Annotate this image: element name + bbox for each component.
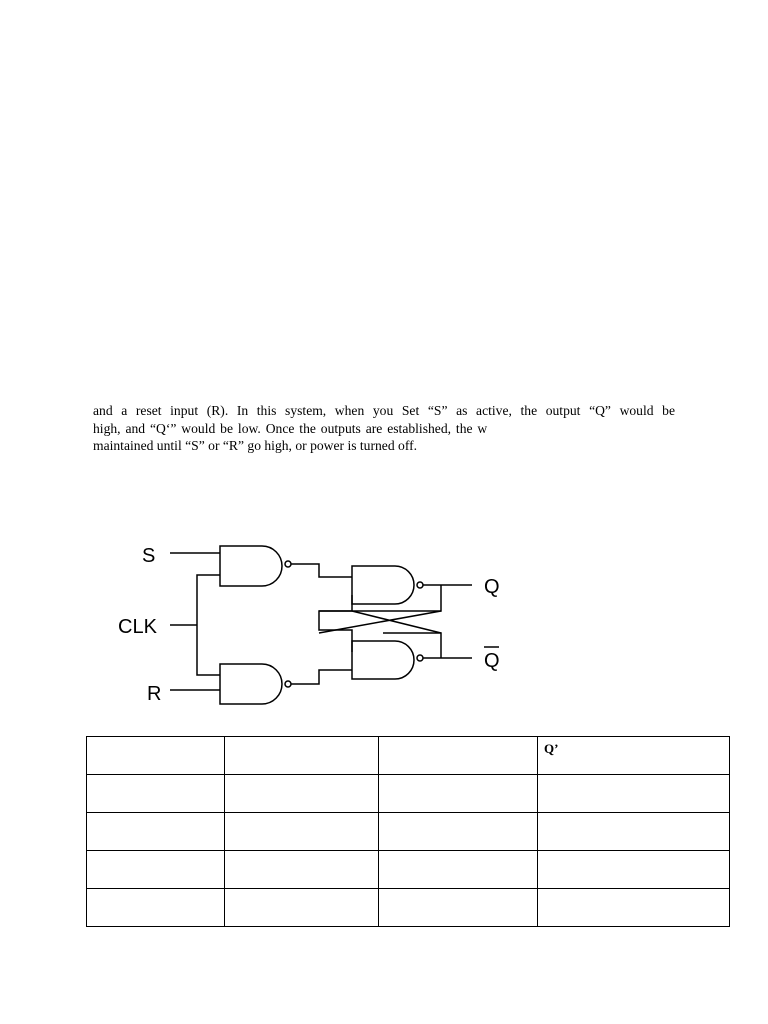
- table-row: [87, 737, 730, 775]
- table-cell: [225, 737, 379, 775]
- table-cell: [87, 889, 225, 927]
- inversion-bubble-3: [417, 582, 423, 588]
- table-row: [87, 889, 730, 927]
- table-cell: [538, 775, 730, 813]
- table-cell: [87, 737, 225, 775]
- table-cell: [225, 813, 379, 851]
- label-q: Q: [484, 576, 500, 598]
- truth-table: [86, 736, 730, 927]
- table-cell: [538, 813, 730, 851]
- table-cell: [379, 889, 538, 927]
- table-cell: [225, 889, 379, 927]
- inversion-bubble-4: [417, 655, 423, 661]
- table-cell: [87, 775, 225, 813]
- wire-clk-trunk: [197, 575, 220, 675]
- nand-gate-4: [352, 641, 414, 679]
- table-row: [87, 851, 730, 889]
- inversion-bubble-2: [285, 681, 291, 687]
- table-cell: [379, 813, 538, 851]
- table-row: [87, 813, 730, 851]
- nand-gate-1: [220, 546, 282, 586]
- label-clk: CLK: [118, 616, 157, 638]
- wire-g2-g4: [291, 670, 352, 684]
- table-cell: [538, 737, 730, 775]
- label-s: S: [142, 545, 156, 567]
- table-cell: [87, 851, 225, 889]
- paragraph-line-2-text: high, and “Q‘” would be low. Once the outputs are established, the w: [93, 420, 488, 436]
- table-row: [87, 775, 730, 813]
- table-cell: [87, 813, 225, 851]
- description-paragraph: [93, 402, 675, 455]
- table-cell: [225, 775, 379, 813]
- table-cell: [379, 775, 538, 813]
- table-cell: [379, 737, 538, 775]
- table-cell: [538, 851, 730, 889]
- nand-gate-2: [220, 664, 282, 704]
- wire-qbar-feedback: [383, 633, 441, 658]
- wire-cross-b: [319, 611, 441, 633]
- table-cell: [379, 851, 538, 889]
- paragraph-line-2: [93, 420, 675, 438]
- label-qbar: Q: [484, 650, 500, 672]
- sr-flip-flop-diagram: [110, 535, 510, 715]
- paragraph-line-3: maintained until “S” or “R” go high, or power is turned off.: [93, 438, 418, 453]
- nand-gate-3: [352, 566, 414, 604]
- table-cell: [225, 851, 379, 889]
- wire-g1-g3: [291, 564, 352, 577]
- label-r: R: [147, 683, 162, 705]
- table-cell-text: Q’: [544, 741, 559, 756]
- paragraph-line-1: and a reset input (R). In this system, when you Set “S” as active, the output “Q” would be: [93, 403, 675, 418]
- inversion-bubble-1: [285, 561, 291, 567]
- table-cell: [538, 889, 730, 927]
